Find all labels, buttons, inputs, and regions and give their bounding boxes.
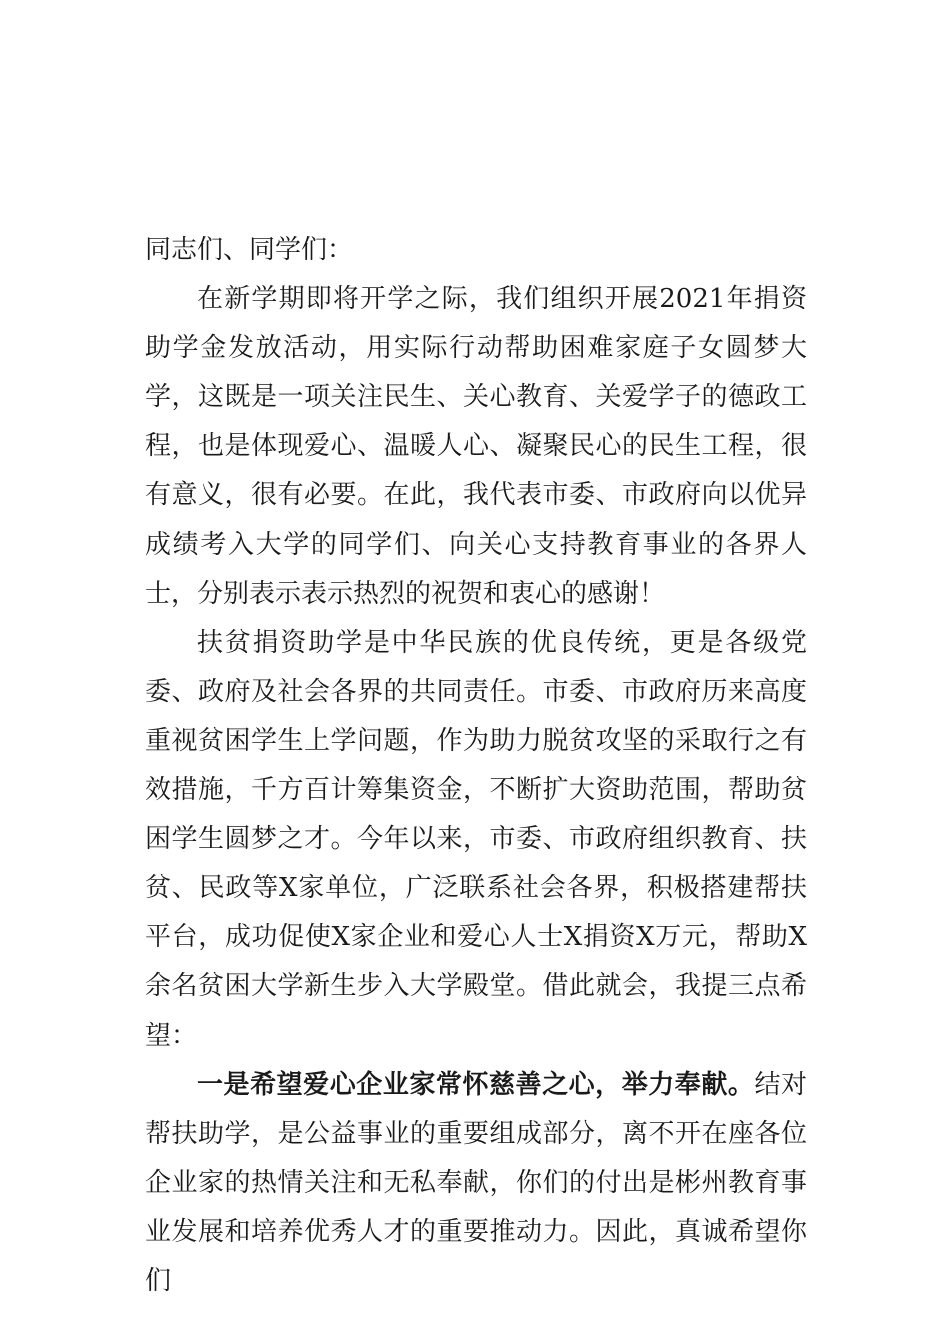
- paragraph-hope-one: [145, 1061, 807, 1306]
- paragraph-opening: 在新学期即将开学之际，我们组织开展2021年捐资助学金发放活动，用实际行动帮助困难家庭子女圆梦大学，这既是一项关注民生、关心教育、关爱学子的德政工程，也是体现爱心、温暖人心、凝聚民心的民生工程，很有意义，很有必要。在此，我代表市委、市政府向以优异成绩考入大学的同学们、向关心支持教育事业的各界人士，分别表示表示热烈的祝贺和衷心的感谢！: [145, 284, 807, 609]
- hope-one-heading: 一是希望爱心企业家常怀慈善之心，举力奉献。: [197, 1069, 755, 1100]
- salutation: 同志们、同学们：: [145, 235, 354, 265]
- paragraph-background: 扶贫捐资助学是中华民族的优良传统，更是各级党委、政府及社会各界的共同责任。市委、市政府历来高度重视贫困学生上学问题，作为助力脱贫攻坚的采取行之有效措施，千方百计筹集资金，不断扩大资助范围，帮助贫困学生圆梦之才。今年以来，市委、市政府组织教育、扶贫、民政等X家单位，广泛联系社会各界，积极搭建帮扶平台，成功促使X家企业和爱心人士X捐资X万元，帮助X余名贫困大学新生步入大学殿堂。借此就会，我提三点希望：: [145, 627, 807, 1051]
- hope-one-text: 结对帮扶助学，是公益事业的重要组成部分，离不开在座各位企业家的热情关注和无私奉献，你们的付出是彬州教育事业发展和培养优秀人才的重要推动力。因此，真诚希望你们: [145, 1069, 807, 1296]
- document-body: [145, 226, 807, 1306]
